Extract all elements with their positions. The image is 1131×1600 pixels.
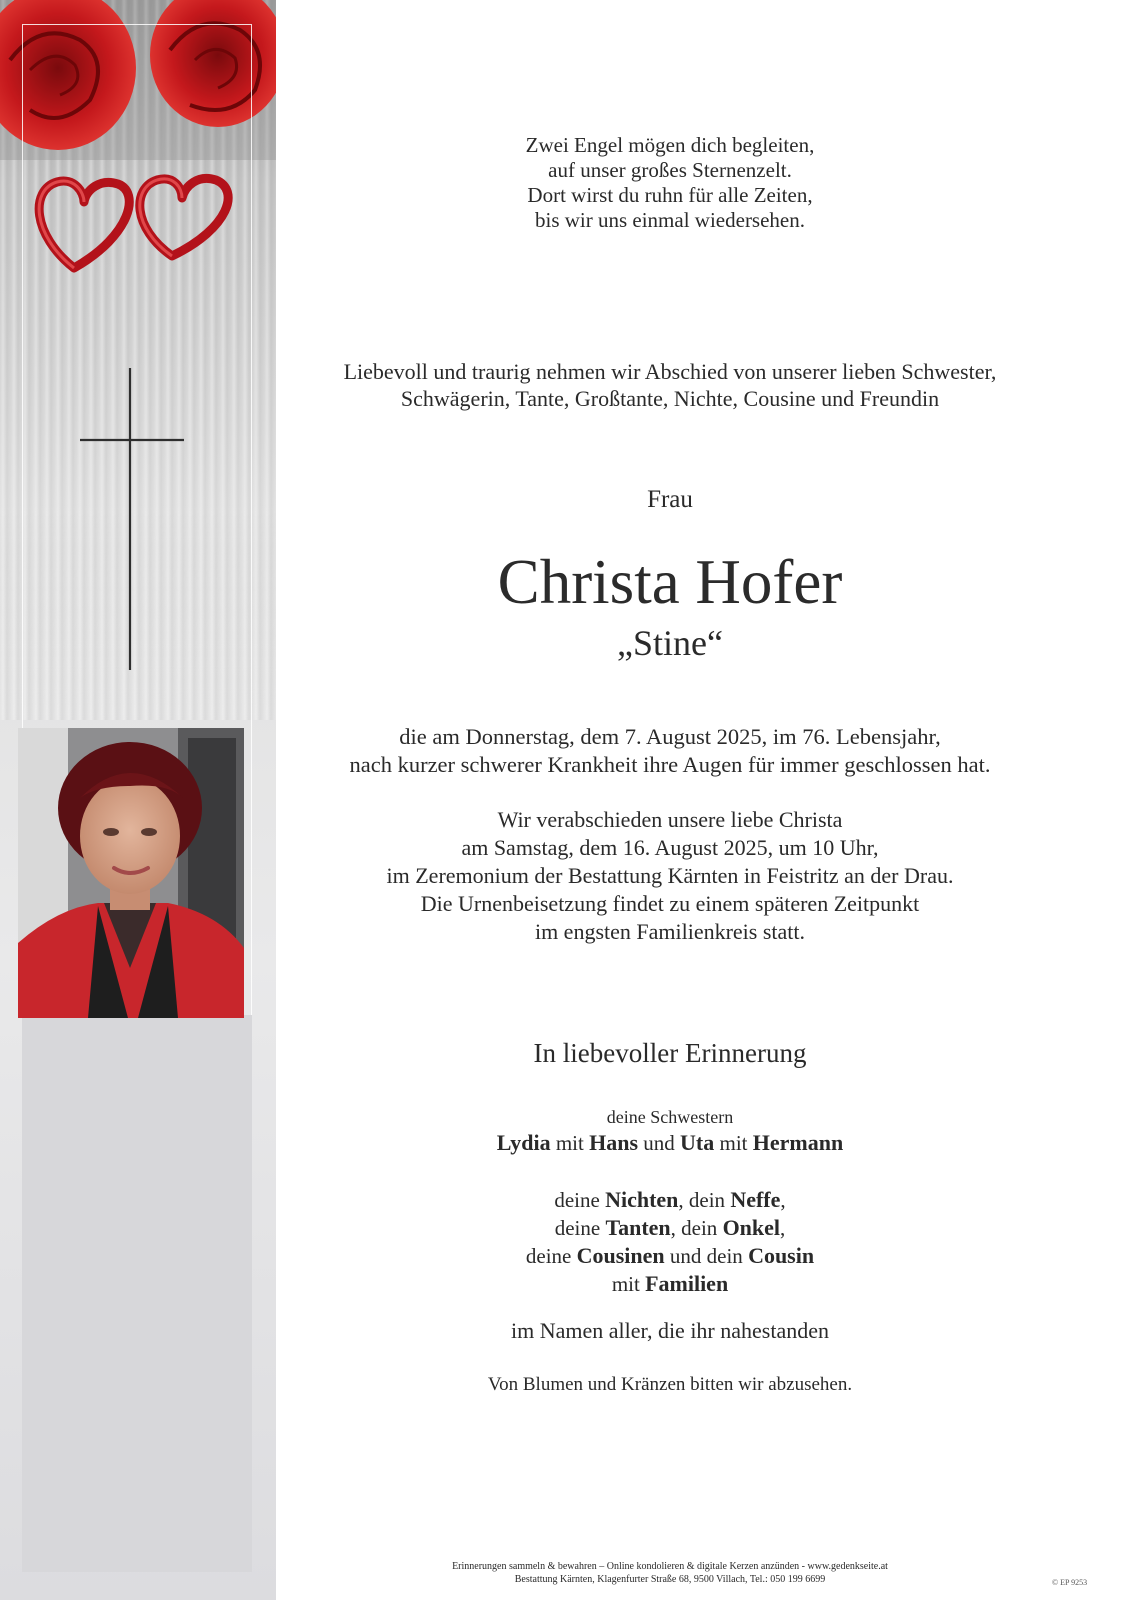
intro-text [290, 358, 1050, 412]
mourner-group: Tanten [605, 1215, 671, 1240]
farewell-line: im engsten Familienkreis statt. [534, 919, 806, 944]
relatives-line [290, 1242, 1050, 1270]
farewell-details [290, 806, 1050, 946]
death-line: nach kurzer schwerer Krankheit ihre Augen für immer geschlossen hat. [349, 752, 991, 777]
connector-word: und dein [664, 1244, 749, 1268]
footer [290, 1560, 1050, 1586]
decorative-side-strip [0, 0, 276, 1600]
connector-word: , dein [670, 1216, 723, 1240]
farewell-line: Die Urnenbeisetzung findet zu einem späteren Zeitpunkt [420, 891, 920, 916]
mourner-name: Uta [680, 1130, 715, 1155]
document-code: © EP 9253 [1052, 1578, 1088, 1587]
mourner-group: Familien [645, 1271, 729, 1296]
poem [290, 133, 1050, 233]
footer-line: Erinnerungen sammeln & bewahren – Online kondolieren & digitale Kerzen anzünden - www.gedenkseite.at [452, 1561, 888, 1572]
connector-word: mit [611, 1272, 646, 1296]
mourner-group: Nichten [605, 1187, 679, 1212]
poem-line: Dort wirst du ruhn für alle Zeiten, [527, 183, 813, 207]
connector-word: mit [714, 1131, 753, 1155]
relatives-line [290, 1186, 1050, 1214]
relatives-line [290, 1214, 1050, 1242]
mourner-group: Onkel [722, 1215, 781, 1240]
mourner-group: Neffe [730, 1187, 781, 1212]
portrait-photo [18, 728, 244, 1018]
mourner-name: Hermann [752, 1130, 844, 1155]
intro-line: Schwägerin, Tante, Großtante, Nichte, Cousine und Freundin [400, 386, 940, 411]
poem-line: bis wir uns einmal wiedersehen. [534, 208, 806, 232]
connector-word: deine [554, 1216, 606, 1240]
on-behalf-of-all: im Namen aller, die ihr nahestanden [510, 1318, 829, 1343]
farewell-line: Wir verabschieden unsere liebe Christa [497, 807, 843, 832]
connector-word: , [780, 1188, 786, 1212]
sisters-names [290, 1129, 1050, 1157]
death-line: die am Donnerstag, dem 7. August 2025, im 76. Lebensjahr, [399, 724, 941, 749]
relatives-list [290, 1186, 1050, 1298]
flowers-request: Von Blumen und Kränzen bitten wir abzusehen. [487, 1374, 853, 1395]
mourner-group: Cousinen [576, 1243, 665, 1268]
connector-word: deine [554, 1188, 606, 1212]
sisters-label: deine Schwestern [606, 1107, 734, 1127]
intro-line: Liebevoll und traurig nehmen wir Abschied von unserer lieben Schwester, [343, 359, 997, 384]
connector-word: deine [525, 1244, 577, 1268]
deceased-name: Christa Hofer [497, 547, 843, 617]
relatives-line [290, 1270, 1050, 1298]
cross-icon [80, 368, 188, 670]
connector-word: mit [550, 1131, 590, 1155]
death-notice [290, 723, 1050, 779]
poem-line: auf unser großes Sternenzelt. [548, 158, 792, 182]
farewell-line: im Zeremonium der Bestattung Kärnten in Feistritz an der Drau. [386, 863, 954, 888]
nickname: „Stine“ [617, 623, 723, 663]
mourner-group: Cousin [748, 1243, 815, 1268]
poem-line: Zwei Engel mögen dich begleiten, [525, 133, 815, 157]
connector-word: , dein [678, 1188, 731, 1212]
footer-line: Bestattung Kärnten, Klagenfurter Straße 68, 9500 Villach, Tel.: 050 199 6699 [514, 1574, 826, 1585]
farewell-line: am Samstag, dem 16. August 2025, um 10 Uhr, [461, 835, 879, 860]
connector-word: und [638, 1131, 681, 1155]
strip-lower-panel [22, 1015, 252, 1572]
remembrance-heading: In liebevoller Erinnerung [533, 1038, 807, 1068]
mourner-name: Hans [589, 1130, 639, 1155]
connector-word: , [780, 1216, 786, 1240]
salutation: Frau [647, 486, 693, 513]
mourner-name: Lydia [496, 1130, 551, 1155]
